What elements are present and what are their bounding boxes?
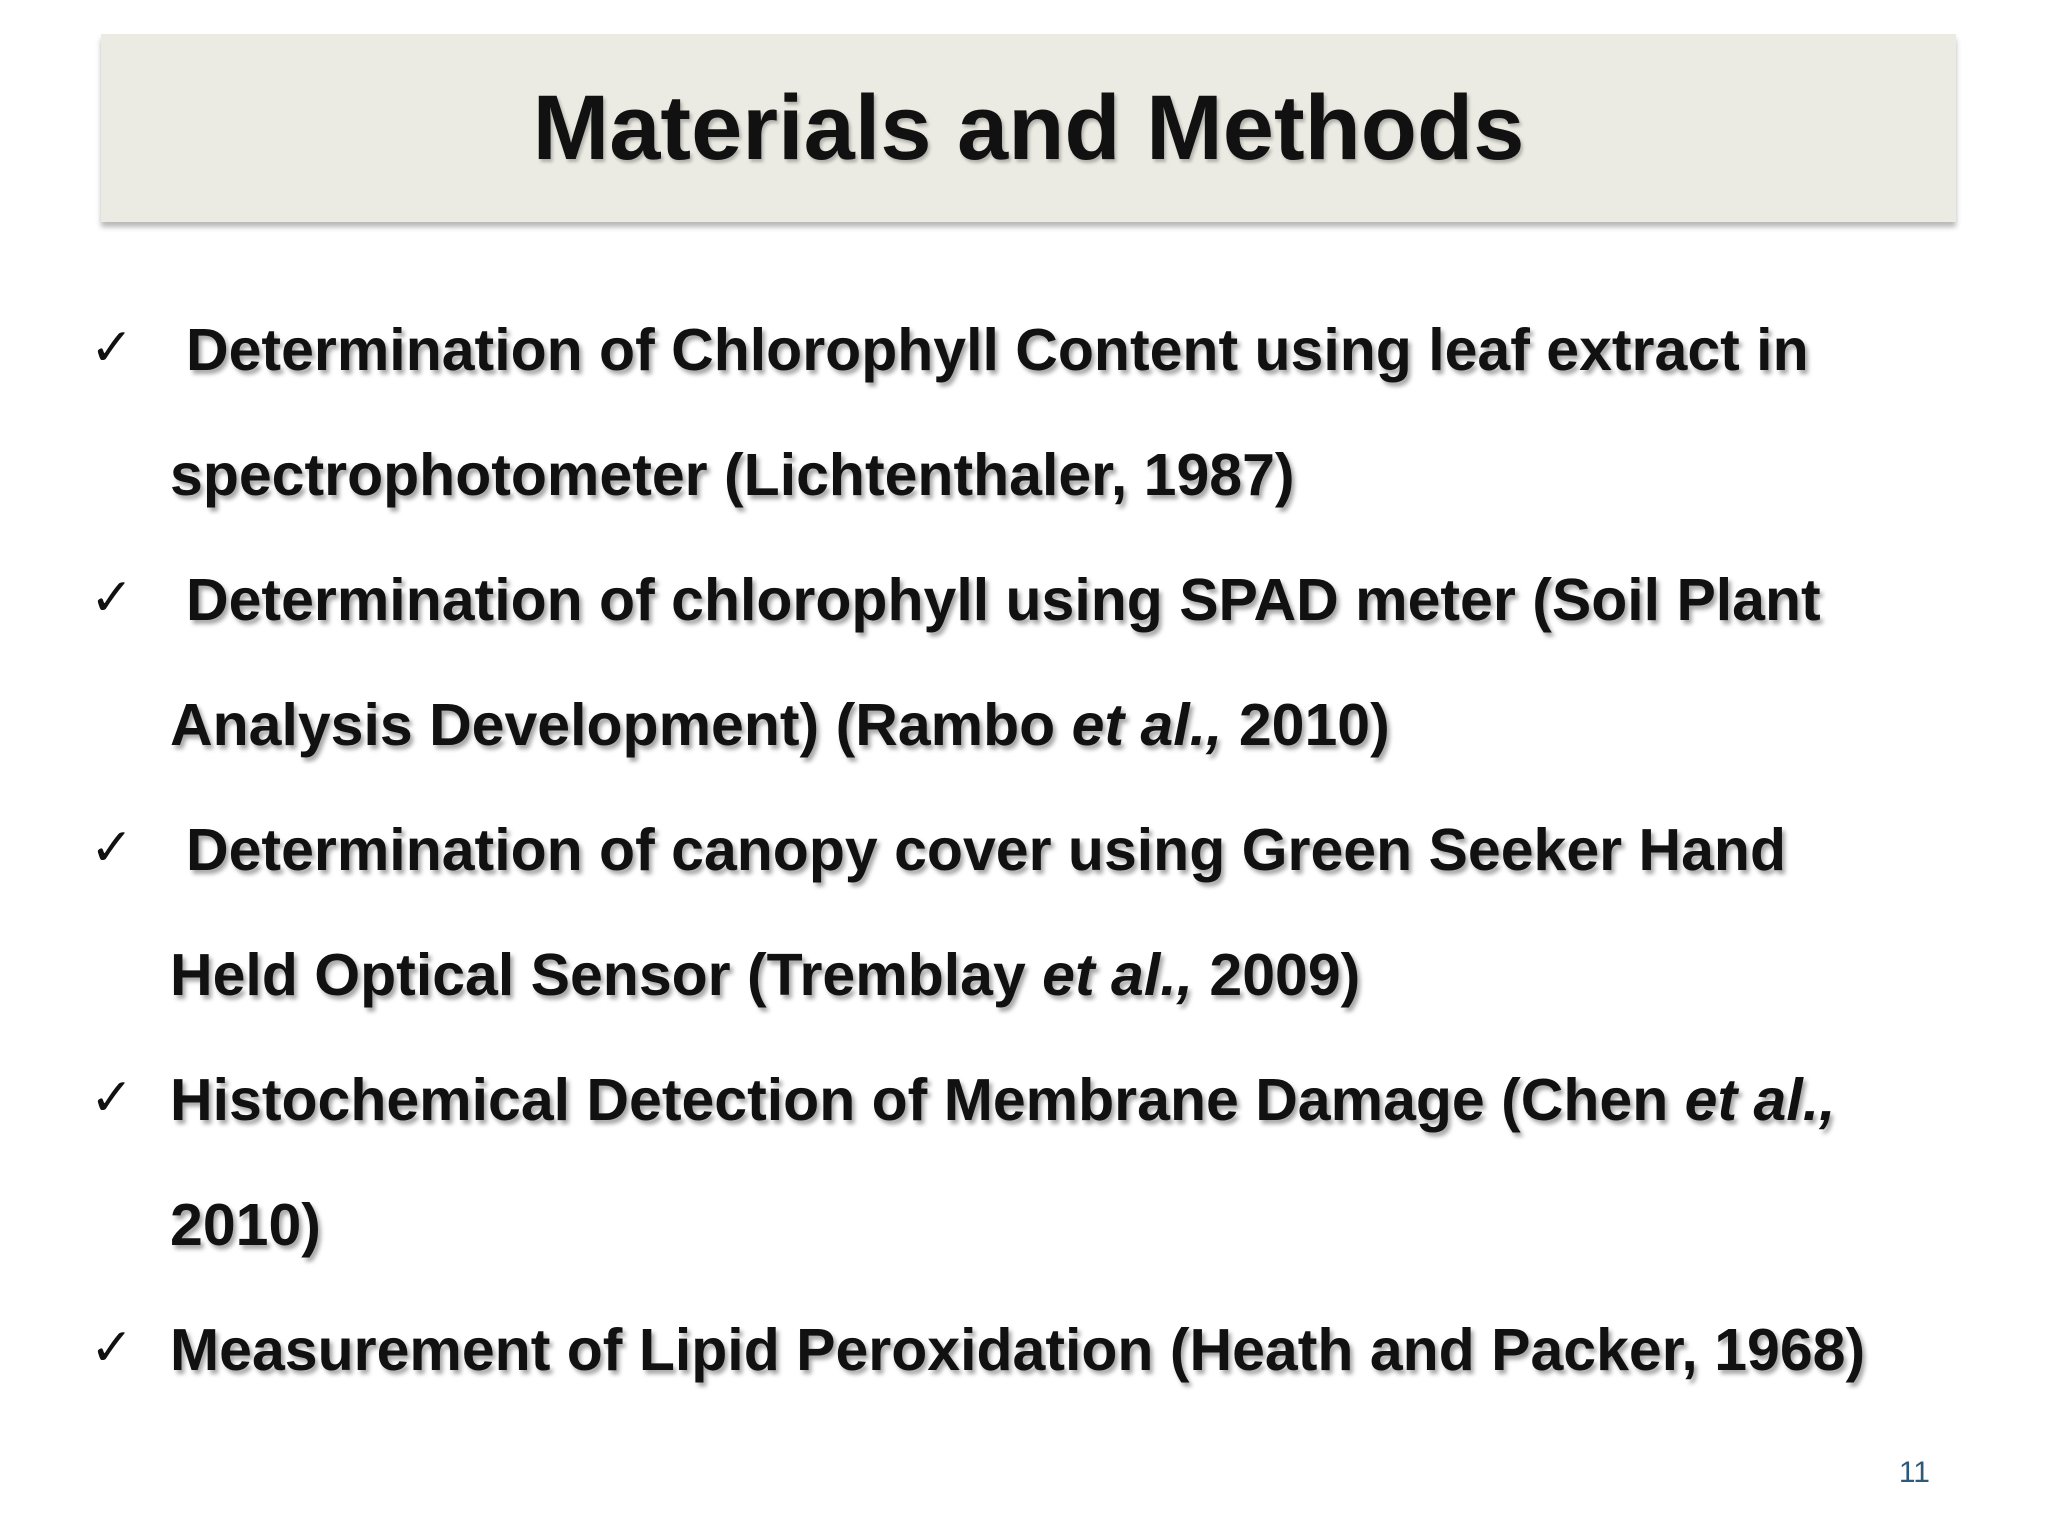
checkmark-icon: ✓ bbox=[90, 1318, 134, 1378]
checkmark-icon: ✓ bbox=[90, 818, 134, 878]
bullet-text-line: Analysis Development) (Rambo et al., 2010) bbox=[170, 692, 1390, 758]
checkmark-icon: ✓ bbox=[90, 1068, 134, 1128]
slide-title: Materials and Methods bbox=[532, 76, 1525, 179]
bullet-text-line: Held Optical Sensor (Tremblay et al., 2009) bbox=[170, 942, 1361, 1008]
checkmark-icon: ✓ bbox=[90, 568, 134, 628]
bullet-text-line: 2010) bbox=[170, 1192, 321, 1258]
bullet-text-line: Determination of canopy cover using Green Seeker Hand bbox=[186, 817, 1787, 883]
bullet-text-line: Determination of chlorophyll using SPAD meter (Soil Plant bbox=[186, 567, 1821, 633]
bullet-text-line: spectrophotometer (Lichtenthaler, 1987) bbox=[170, 442, 1295, 508]
checkmark-icon: ✓ bbox=[90, 318, 134, 378]
bullet-text-line: Histochemical Detection of Membrane Damage (Chen et al., bbox=[170, 1067, 1836, 1133]
bullet-text-line: Determination of Chlorophyll Content using leaf extract in bbox=[186, 317, 1809, 383]
bullet-text-line: Measurement of Lipid Peroxidation (Heath and Packer, 1968) bbox=[170, 1317, 1866, 1383]
page-number: 11 bbox=[1898, 1456, 1930, 1489]
